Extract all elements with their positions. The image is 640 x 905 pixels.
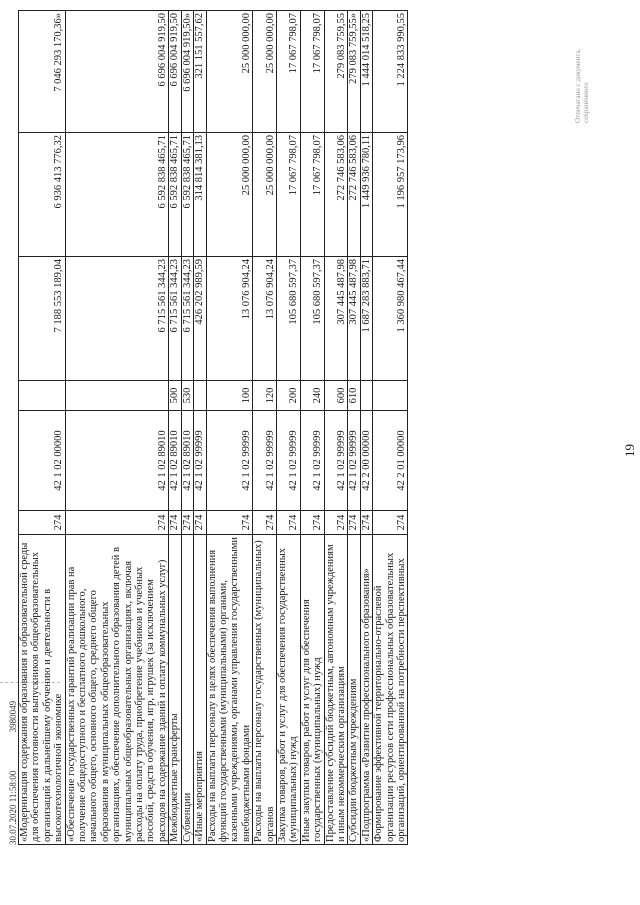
budget-table bbox=[18, 10, 408, 845]
row-amount-2: 272 746 583,06 bbox=[324, 133, 348, 257]
row-amount-1: 1 360 980 467,44 bbox=[373, 257, 408, 381]
row-name: Расходы на выплаты персоналу в целях обеспечения выполнения функций государственными (муниципальными) органами, казенными учреждениями, органами управления государственными внебюджетными фондами bbox=[206, 535, 253, 845]
row-amount-1: 13 076 904,24 bbox=[206, 257, 253, 381]
table-row bbox=[324, 11, 348, 845]
row-name: Субсидии бюджетным учреждениям bbox=[348, 535, 360, 845]
row-vr-code: 530 bbox=[181, 381, 193, 411]
row-amount-1: 7 188 553 189,04 bbox=[19, 257, 66, 381]
row-amount-3: 17 067 798,07 bbox=[276, 11, 300, 133]
footer-doc-id: 3980049 bbox=[8, 700, 18, 733]
row-name: Расходы на выплаты персоналу государственных (муниципальных) органов bbox=[253, 535, 277, 845]
row-csr-code: 42 1 02 99999 bbox=[300, 411, 324, 511]
row-amount-3: 25 000 000,00 bbox=[253, 11, 277, 133]
row-amount-3: 6 696 004 919,50 bbox=[169, 11, 181, 133]
row-amount-3: 321 151 557,62 bbox=[194, 11, 206, 133]
row-ved-code: 274 bbox=[169, 511, 181, 535]
table-row bbox=[348, 11, 360, 845]
page-number: 19 bbox=[622, 444, 637, 457]
row-vr-code bbox=[19, 381, 66, 411]
row-ved-code: 274 bbox=[324, 511, 348, 535]
row-amount-2: 17 067 798,07 bbox=[300, 133, 324, 257]
row-amount-2: 1 196 957 173,96 bbox=[373, 133, 408, 257]
table-row bbox=[169, 11, 181, 845]
table-row bbox=[373, 11, 408, 845]
row-vr-code: 610 bbox=[348, 381, 360, 411]
row-amount-1: 1 687 283 883,71 bbox=[360, 257, 372, 381]
row-csr-code: 42 1 02 99999 bbox=[276, 411, 300, 511]
row-amount-3: 279 083 759,55 bbox=[324, 11, 348, 133]
row-name: «Подпрограмма «Развитие профессионального образования» bbox=[360, 535, 372, 845]
row-ved-code: 274 bbox=[206, 511, 253, 535]
row-amount-2: 6 592 838 465,71 bbox=[169, 133, 181, 257]
table-row bbox=[181, 11, 193, 845]
row-vr-code: 500 bbox=[169, 381, 181, 411]
row-csr-code: 42 1 02 99999 bbox=[348, 411, 360, 511]
footer-stamp bbox=[8, 665, 18, 845]
row-amount-3: 6 696 004 919,50 bbox=[65, 11, 169, 133]
row-ved-code: 274 bbox=[373, 511, 408, 535]
row-amount-2: 17 067 798,07 bbox=[276, 133, 300, 257]
row-amount-3: 17 067 798,07 bbox=[300, 11, 324, 133]
footer-timestamp: 30.07.2020 11:58:00 bbox=[8, 770, 18, 845]
row-amount-1: 105 680 597,37 bbox=[276, 257, 300, 381]
row-amount-3: 6 696 004 919,50» bbox=[181, 11, 193, 133]
row-amount-1: 105 680 597,37 bbox=[300, 257, 324, 381]
row-csr-code: 42 1 02 00000 bbox=[19, 411, 66, 511]
row-vr-code bbox=[65, 381, 169, 411]
row-amount-2: 6 592 838 465,71 bbox=[65, 133, 169, 257]
row-amount-1: 307 445 487,98 bbox=[324, 257, 348, 381]
row-amount-3: 25 000 000,00 bbox=[206, 11, 253, 133]
row-name: Формирование эффективной территориально-отраслевой организации ресурсов сети профессиональных образовательных организаций, ориентированной на потребности перспективных bbox=[373, 535, 408, 845]
table-row bbox=[206, 11, 253, 845]
table-row bbox=[360, 11, 372, 845]
table-row bbox=[194, 11, 206, 845]
row-amount-2: 6 936 413 776,32 bbox=[19, 133, 66, 257]
row-amount-3: 7 046 293 170,36» bbox=[19, 11, 66, 133]
table-row bbox=[19, 11, 66, 845]
row-amount-3: 279 083 759,55» bbox=[348, 11, 360, 133]
row-ved-code: 274 bbox=[360, 511, 372, 535]
row-csr-code: 42 1 02 89010 bbox=[169, 411, 181, 511]
row-name: «Обеспечение государственных гарантий реализации прав на получение общедоступного и бесплатного дошкольного, начального общего, основного общего, среднего общего образования в муниципальных общеобразовательных организациях, обеспечение дополнительного образования детей в муниципальных общеобразовательных организациях, включая расходы на оплату труда, приобретение учебников и учебных пособий, средств обучения, игр, игрушек (за исключением расходов на содержание зданий и оплату коммунальных услуг) bbox=[65, 535, 169, 845]
row-name: Закупка товаров, работ и услуг для обеспечения государственных (муниципальных) нужд bbox=[276, 535, 300, 845]
row-amount-1: 307 445 487,98 bbox=[348, 257, 360, 381]
row-csr-code: 42 2 00 00000 bbox=[360, 411, 372, 511]
row-amount-3: 1 224 833 990,55 bbox=[373, 11, 408, 133]
row-csr-code: 42 1 02 99999 bbox=[253, 411, 277, 511]
row-ved-code: 274 bbox=[348, 511, 360, 535]
row-csr-code: 42 1 02 89010 bbox=[181, 411, 193, 511]
row-amount-3: 1 444 014 518,25 bbox=[360, 11, 372, 133]
row-amount-2: 1 449 936 780,11 bbox=[360, 133, 372, 257]
side-note-stamp: Отпечатано с документа, сохраненного bbox=[574, 48, 590, 123]
row-amount-2: 272 746 583,06 bbox=[348, 133, 360, 257]
row-ved-code: 274 bbox=[19, 511, 66, 535]
row-ved-code: 274 bbox=[300, 511, 324, 535]
row-amount-1: 13 076 904,24 bbox=[253, 257, 277, 381]
row-name: «Модернизация содержания образования и образовательной среды для обеспечения готовности выпускников общеобразовательных организаций к дальнейшему обучению и деятельности в высокотехнологичной экономике bbox=[19, 535, 66, 845]
row-vr-code: 100 bbox=[206, 381, 253, 411]
row-amount-1: 6 715 561 344,23 bbox=[181, 257, 193, 381]
row-name: Субвенции bbox=[181, 535, 193, 845]
table-row bbox=[253, 11, 277, 845]
row-ved-code: 274 bbox=[276, 511, 300, 535]
row-csr-code: 42 1 02 99999 bbox=[206, 411, 253, 511]
row-amount-2: 25 000 000,00 bbox=[206, 133, 253, 257]
row-vr-code bbox=[360, 381, 372, 411]
row-vr-code bbox=[194, 381, 206, 411]
row-vr-code: 120 bbox=[253, 381, 277, 411]
row-name: «Иные мероприятия bbox=[194, 535, 206, 845]
row-ved-code: 274 bbox=[194, 511, 206, 535]
row-name: Межбюджетные трансферты bbox=[169, 535, 181, 845]
row-ved-code: 274 bbox=[253, 511, 277, 535]
row-vr-code: 240 bbox=[300, 381, 324, 411]
row-csr-code: 42 1 02 99999 bbox=[194, 411, 206, 511]
row-csr-code: 42 2 01 00000 bbox=[373, 411, 408, 511]
row-csr-code: 42 1 02 99999 bbox=[324, 411, 348, 511]
row-vr-code bbox=[373, 381, 408, 411]
table-row bbox=[65, 11, 169, 845]
row-vr-code: 200 bbox=[276, 381, 300, 411]
row-ved-code: 274 bbox=[65, 511, 169, 535]
row-csr-code: 42 1 02 89010 bbox=[65, 411, 169, 511]
row-amount-2: 314 814 381,13 bbox=[194, 133, 206, 257]
row-name: Предоставление субсидий бюджетным, автономным учреждениям и иным некоммерческим организациям bbox=[324, 535, 348, 845]
row-amount-2: 25 000 000,00 bbox=[253, 133, 277, 257]
table-row bbox=[276, 11, 300, 845]
row-ved-code: 274 bbox=[181, 511, 193, 535]
row-amount-1: 6 715 561 344,23 bbox=[169, 257, 181, 381]
row-amount-1: 426 202 989,59 bbox=[194, 257, 206, 381]
row-amount-2: 6 592 838 465,71 bbox=[181, 133, 193, 257]
row-amount-1: 6 715 561 344,23 bbox=[65, 257, 169, 381]
table-row bbox=[300, 11, 324, 845]
row-vr-code: 600 bbox=[324, 381, 348, 411]
row-name: Иные закупки товаров, работ и услуг для обеспечения государственных (муниципальных) нужд bbox=[300, 535, 324, 845]
